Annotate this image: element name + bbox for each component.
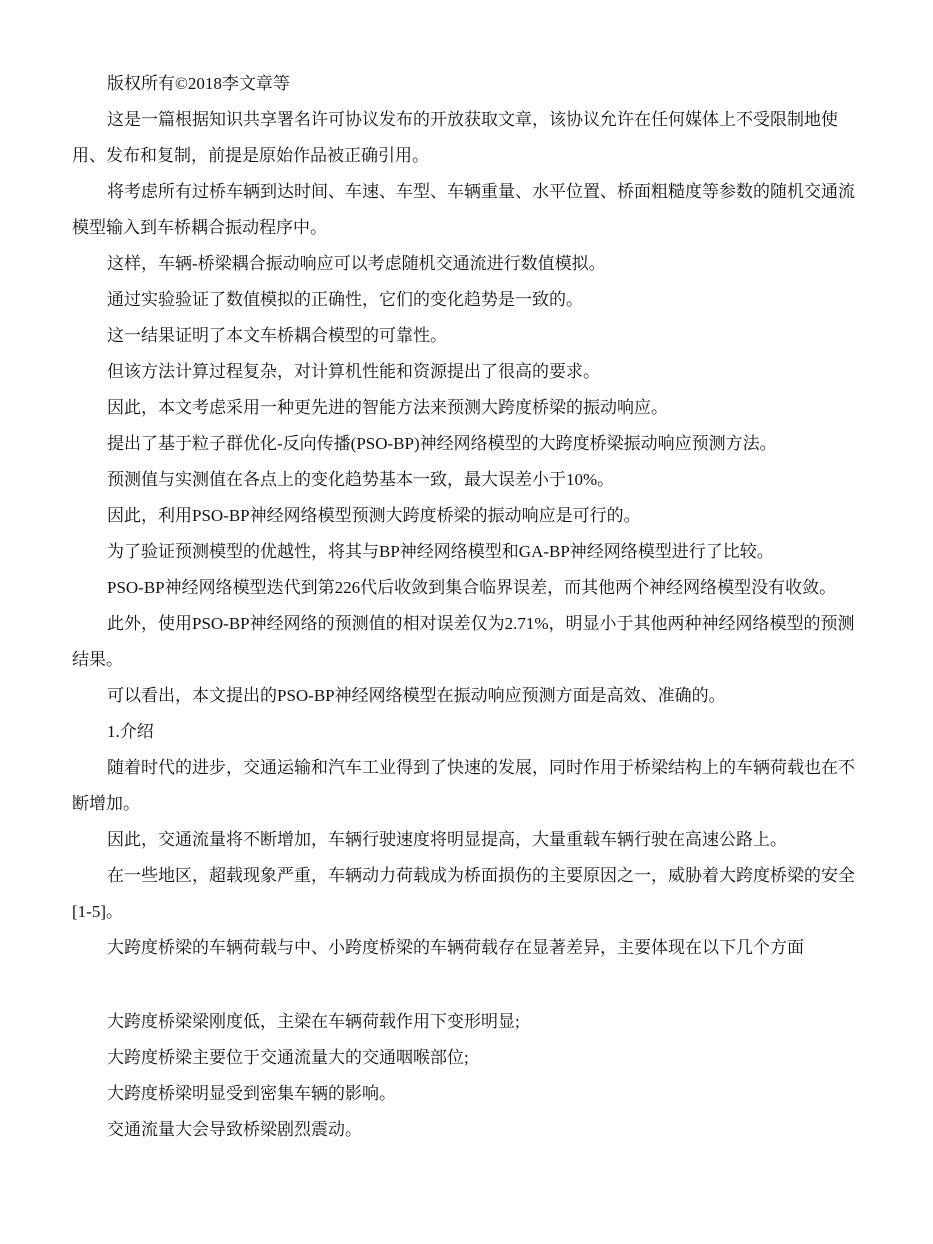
- abstract-paragraph: 因此，利用PSO-BP神经网络模型预测大跨度桥梁的振动响应是可行的。: [107, 506, 641, 525]
- abstract-paragraph: PSO-BP神经网络模型迭代到第226代后收敛到集合临界误差，而其他两个神经网络模型没有收敛。: [107, 578, 837, 597]
- abstract-paragraph: 通过实验验证了数值模拟的正确性，它们的变化趋势是一致的。: [107, 290, 583, 309]
- section-heading: 1.介绍: [107, 722, 154, 741]
- abstract-paragraph: 提出了基于粒子群优化-反向传播(PSO-BP)神经网络模型的大跨度桥梁振动响应预测方法。: [107, 434, 777, 453]
- list-item: 交通流量大会导致桥梁剧烈震动。: [107, 1120, 362, 1139]
- body-paragraph: 大跨度桥梁的车辆荷载与中、小跨度桥梁的车辆荷载存在显著差异，主要体现在以下几个方面: [107, 938, 804, 957]
- body-paragraph: 因此，交通流量将不断增加，车辆行驶速度将明显提高，大量重载车辆行驶在高速公路上。: [107, 830, 787, 849]
- abstract-paragraph: 将考虑所有过桥车辆到达时间、车速、车型、车辆重量、水平位置、桥面粗糙度等参数的随机交通流模型输入到车桥耦合振动程序中。: [72, 182, 855, 237]
- body-paragraph: 随着时代的进步，交通运输和汽车工业得到了快速的发展，同时作用于桥梁结构上的车辆荷载也在不断增加。: [72, 758, 855, 813]
- abstract-paragraph: 为了验证预测模型的优越性，将其与BP神经网络模型和GA-BP神经网络模型进行了比较。: [107, 542, 774, 561]
- body-paragraph: 在一些地区，超载现象严重，车辆动力荷载成为桥面损伤的主要原因之一，威胁着大跨度桥梁的安全[1-5]。: [72, 866, 855, 921]
- document-body: [72, 66, 862, 1148]
- abstract-paragraph: 预测值与实测值在各点上的变化趋势基本一致，最大误差小于10%。: [107, 470, 615, 489]
- copyright-line: 版权所有©2018李文章等: [107, 74, 290, 93]
- abstract-paragraph: 这样，车辆-桥梁耦合振动响应可以考虑随机交通流进行数值模拟。: [107, 254, 606, 273]
- abstract-paragraph: 因此，本文考虑采用一种更先进的智能方法来预测大跨度桥梁的振动响应。: [107, 398, 668, 417]
- abstract-paragraph: 此外，使用PSO-BP神经网络的预测值的相对误差仅为2.71%，明显小于其他两种神经网络模型的预测结果。: [72, 614, 855, 669]
- abstract-paragraph: 但该方法计算过程复杂，对计算机性能和资源提出了很高的要求。: [107, 362, 600, 381]
- list-item: 大跨度桥梁主要位于交通流量大的交通咽喉部位;: [107, 1048, 469, 1067]
- license-paragraph: 这是一篇根据知识共享署名许可协议发布的开放获取文章，该协议允许在任何媒体上不受限制地使用、发布和复制，前提是原始作品被正确引用。: [72, 110, 838, 165]
- list-item: 大跨度桥梁明显受到密集车辆的影响。: [107, 1084, 396, 1103]
- list-item: 大跨度桥梁梁刚度低，主梁在车辆荷载作用下变形明显;: [107, 1012, 520, 1031]
- abstract-paragraph: 可以看出，本文提出的PSO-BP神经网络模型在振动响应预测方面是高效、准确的。: [107, 686, 726, 705]
- abstract-paragraph: 这一结果证明了本文车桥耦合模型的可靠性。: [107, 326, 447, 345]
- blank-gap: [72, 966, 862, 1004]
